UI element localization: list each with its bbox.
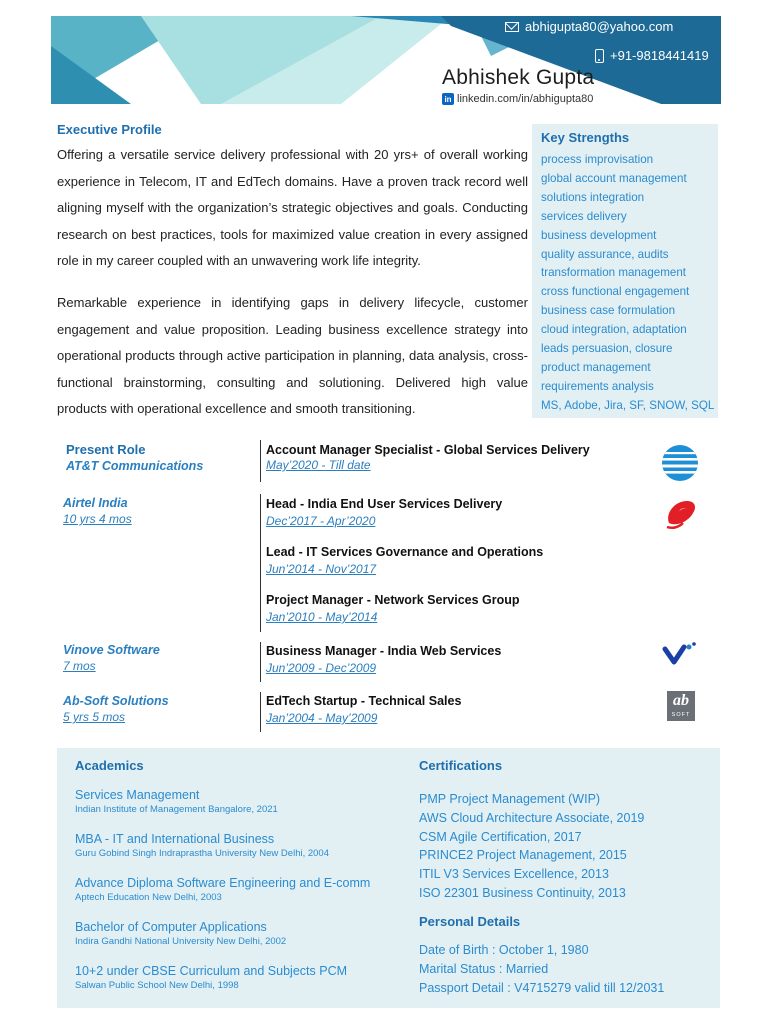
academic-entry [75, 788, 278, 815]
strength-item: product management [541, 360, 651, 374]
linkedin-icon: in [442, 93, 454, 105]
role-title: Head - India End User Services Delivery [266, 497, 503, 511]
academic-entry [75, 964, 347, 991]
role-entry [266, 644, 501, 675]
company-name-att: AT&T Communications [66, 459, 204, 473]
role-title: EdTech Startup - Technical Sales [266, 694, 462, 708]
personal-details-heading: Personal Details [419, 914, 521, 929]
company-duration-vinove[interactable]: 7 mos [63, 659, 96, 673]
certification-item: PRINCE2 Project Management, 2015 [419, 848, 627, 863]
email-text[interactable]: abhigupta80@yahoo.com [525, 19, 674, 34]
key-strengths-panel [532, 124, 718, 418]
personal-detail-item: Marital Status : Married [419, 962, 549, 976]
role-entry [266, 443, 590, 472]
strength-item: business case formulation [541, 304, 676, 318]
strength-item: cloud integration, adaptation [541, 323, 687, 337]
divider-line [260, 440, 261, 482]
strength-item: process improvisation [541, 153, 654, 166]
role-title: Lead - IT Services Governance and Operations [266, 545, 544, 559]
company-name-airtel: Airtel India [63, 496, 128, 510]
role-entry [266, 497, 502, 528]
strength-item: global account management [541, 171, 687, 185]
academic-institute: Guru Gobind Singh Indraprastha University New Delhi, 2004 [75, 848, 329, 859]
personal-details-list [419, 941, 664, 998]
academic-entry [75, 832, 329, 859]
linkedin-text[interactable]: linkedin.com/in/abhigupta80 [457, 93, 594, 105]
strengths-list [541, 151, 715, 416]
strength-item: solutions integration [541, 190, 645, 204]
academic-institute: Salwan Public School New Delhi, 1998 [75, 980, 239, 991]
strength-item: transformation management [541, 266, 686, 280]
certification-item: PMP Project Management (WIP) [419, 792, 601, 806]
academic-degree: MBA - IT and International Business [75, 832, 275, 846]
academic-entry [75, 876, 370, 903]
role-date[interactable]: Jun’2014 - Nov’2017 [266, 562, 377, 576]
phone-text[interactable]: +91-9818441419 [610, 48, 709, 63]
divider-line [260, 494, 261, 632]
divider-line [260, 692, 261, 732]
academic-degree: Advance Diploma Software Engineering and E-comm [75, 876, 371, 890]
absoft-logo-subtext: SOFT [671, 712, 691, 718]
role-title: Project Manager - Network Services Group [266, 593, 520, 607]
absoft-logo-text: ab [673, 692, 689, 709]
company-duration-absoft[interactable]: 5 yrs 5 mos [63, 710, 126, 724]
strength-item: leads persuasion, closure [541, 342, 673, 356]
att-logo [660, 443, 700, 483]
role-entry [266, 593, 520, 624]
certification-item: ITIL V3 Services Excellence, 2013 [419, 867, 609, 882]
academic-degree: Services Management [75, 788, 200, 802]
academic-degree: 10+2 under CBSE Curriculum and Subjects PCM [75, 964, 348, 978]
academics-heading: Academics [75, 758, 144, 773]
academic-entry [75, 920, 286, 947]
key-strengths-heading: Key Strengths [541, 130, 630, 145]
academic-institute: Aptech Education New Delhi, 2003 [75, 892, 222, 903]
absoft-logo [667, 691, 695, 721]
airtel-logo [663, 497, 699, 531]
personal-detail-item: Passport Detail : V4715279 valid till 12/2031 [419, 981, 665, 995]
present-role-label: Present Role [66, 442, 146, 457]
academic-institute: Indira Gandhi National University New Delhi, 2002 [75, 936, 287, 947]
company-block-absoft [63, 694, 169, 724]
certification-item: ISO 22301 Business Continuity, 2013 [419, 885, 626, 900]
phone-icon [595, 49, 604, 63]
strength-item: business development [541, 228, 657, 242]
certification-item: AWS Cloud Architecture Associate, 2019 [419, 810, 645, 825]
role-title: Business Manager - India Web Services [266, 644, 502, 658]
email-contact[interactable] [505, 19, 673, 34]
phone-contact[interactable] [595, 48, 709, 63]
personal-detail-item: Date of Birth : October 1, 1980 [419, 943, 589, 957]
profile-paragraph-2: Remarkable experience in identifying gaps in delivery lifecycle, customer engagement and value proposition. Leading business excellence strategy into operational products through active participation in planning, data analysis, cross-functional brainstorming, consulting and solutioning. Delivered high value products with operational excellence and smooth transitioning. [57, 295, 528, 416]
divider-line [260, 642, 261, 682]
candidate-name: Abhishek Gupta [442, 66, 595, 89]
role-date[interactable]: Jun’2009 - Dec’2009 [266, 661, 377, 675]
profile-paragraph-1: Offering a versatile service delivery professional with 20 yrs+ of overall working experience in Telecom, IT and EdTech domains. Have a proven track record well aligning myself with the organization’s strategic objectives and goals. Conducting research on best practices, tools for maximized value creation in every assigned role in my career coupled with an unwavering work life integrity. [57, 147, 528, 268]
mail-icon [505, 22, 519, 32]
certifications-heading: Certifications [419, 758, 503, 773]
role-title: Account Manager Specialist - Global Services Delivery [266, 443, 590, 457]
strength-item: requirements analysis [541, 379, 654, 393]
academic-institute: Indian Institute of Management Bangalore, 2021 [75, 804, 278, 815]
role-date[interactable]: Dec’2017 - Apr’2020 [266, 514, 376, 528]
company-duration-airtel[interactable]: 10 yrs 4 mos [63, 512, 132, 526]
role-date[interactable]: May’2020 - Till date [266, 458, 371, 472]
role-entry [266, 694, 461, 725]
company-block-vinove [63, 643, 160, 673]
present-role-block [66, 442, 203, 473]
details-panel [57, 748, 720, 1008]
linkedin-contact[interactable] [442, 93, 593, 105]
role-entry [266, 545, 543, 576]
certifications-list [419, 790, 644, 903]
role-date[interactable]: Jan’2004 - May’2009 [266, 711, 378, 725]
company-name-vinove: Vinove Software [63, 643, 160, 657]
company-block-airtel [63, 496, 132, 526]
strength-item: quality assurance, audits [541, 247, 669, 261]
strength-item: services delivery [541, 209, 627, 223]
strength-item: cross functional engagement [541, 285, 690, 299]
strength-item: MS, Adobe, Jira, SF, SNOW, SQL [541, 398, 715, 412]
certification-item: CSM Agile Certification, 2017 [419, 829, 582, 844]
company-name-absoft: Ab-Soft Solutions [63, 694, 169, 708]
executive-profile-heading: Executive Profile [57, 122, 162, 137]
academic-degree: Bachelor of Computer Applications [75, 920, 267, 934]
role-date[interactable]: Jan’2010 - May’2014 [266, 610, 378, 624]
vinove-logo [662, 641, 698, 667]
